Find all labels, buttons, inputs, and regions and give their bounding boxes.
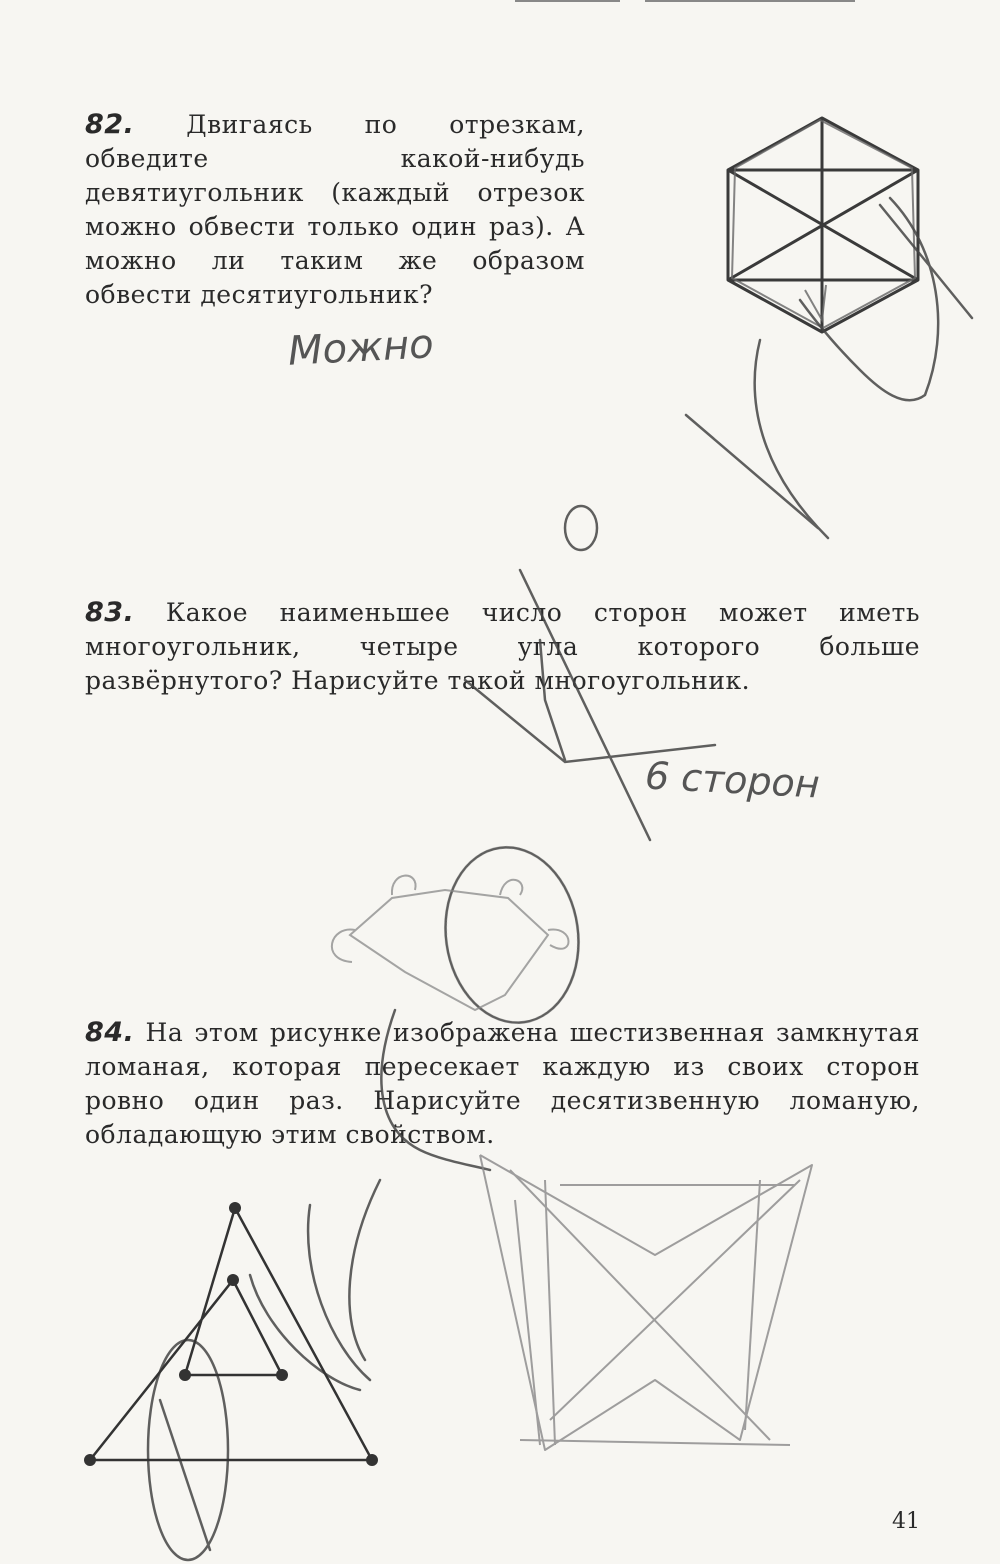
hexagon-figure xyxy=(728,118,918,332)
problem-84-text: На этом рисунке изображена шестизвенная замкнутая ломаная, которая пересекает каждую из своих сторон ровно один раз. Нарисуйте десятизвенную ломаную, обладающую этим свойством. xyxy=(85,1018,920,1149)
problem-82-number: 82. xyxy=(85,109,135,140)
answer-82: Можно xyxy=(286,321,435,375)
answer-83: 6 сторон xyxy=(643,753,821,807)
pencil-ten-link-drawing xyxy=(480,1155,812,1450)
problem-84-number: 84. xyxy=(85,1017,135,1048)
problem-83-text: Какое наименьшее число сторон может иметь многоугольник, четыре угла которого больше развёрнутого? Нарисуйте такой многоугольник. xyxy=(85,598,920,695)
problem-82-text: Двигаясь по отрезкам, обведите какой-нибудь девятиугольник (каждый отрезок можно обвести только один раз). А можно ли таким же образом обвести десятиугольник? xyxy=(85,110,585,309)
problem-83-number: 83. xyxy=(85,597,135,628)
page-number: 41 xyxy=(892,1509,920,1534)
closed-polyline-figure xyxy=(90,1208,372,1460)
